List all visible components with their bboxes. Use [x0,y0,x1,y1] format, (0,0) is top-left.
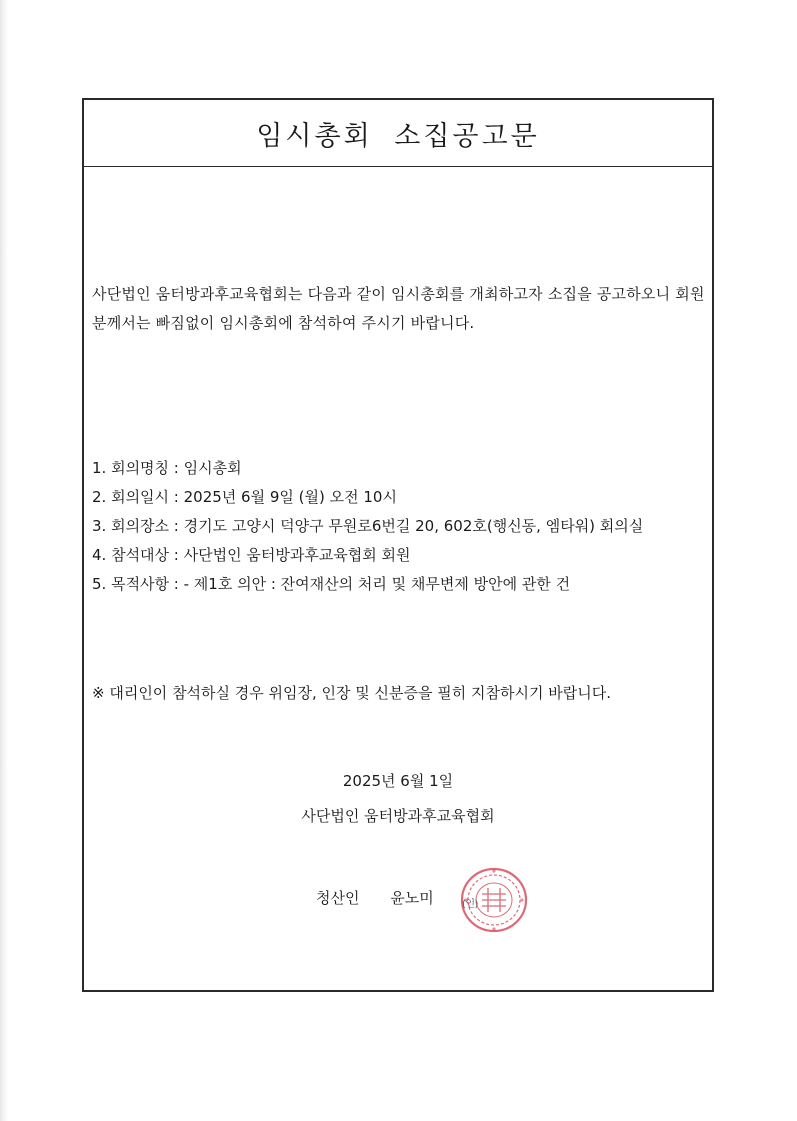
proxy-note: ※ 대리인이 참석하실 경우 위임장, 인장 및 신분증을 필히 지참하시기 바랍니다. [92,684,611,702]
agenda-item-attendees: 4. 참석대상 : 사단법인 움터방과후교육협회 회원 [92,546,411,564]
agenda-item-name: 1. 회의명칭 : 임시총회 [92,459,242,477]
signature-line [316,887,434,909]
signer-name: 윤노미 [390,889,434,907]
agenda-list [92,454,710,599]
title-box [84,100,712,167]
intro-paragraph: 사단법인 움터방과후교육협회는 다음과 같이 임시총회를 개최하고자 소집을 공고하오니 회원 분께서는 빠짐없이 임시총회에 참석하여 주시기 바랍니다. [92,285,705,332]
document-frame [82,98,714,992]
seal-placeholder-mark: (인) [462,899,478,910]
page-edge-shadow [0,0,8,1121]
document-title: 임시총회 소집공고문 [256,120,540,152]
agenda-item-datetime: 2. 회의일시 : 2025년 6월 9일 (월) 오전 10시 [92,488,397,506]
agenda-item-purpose: 5. 목적사항 : - 제1호 의안 : 잔여재산의 처리 및 채무변제 방안에 관한 건 [92,575,571,593]
notice-date: 2025년 6월 1일 [342,772,454,790]
signer-role: 청산인 [316,889,360,907]
organization-name: 사단법인 움터방과후교육협회 [301,807,495,825]
agenda-item-location: 3. 회의장소 : 경기도 고양시 덕양구 무원로6번길 20, 602호(행신동, 엠타워) 회의실 [92,517,644,535]
